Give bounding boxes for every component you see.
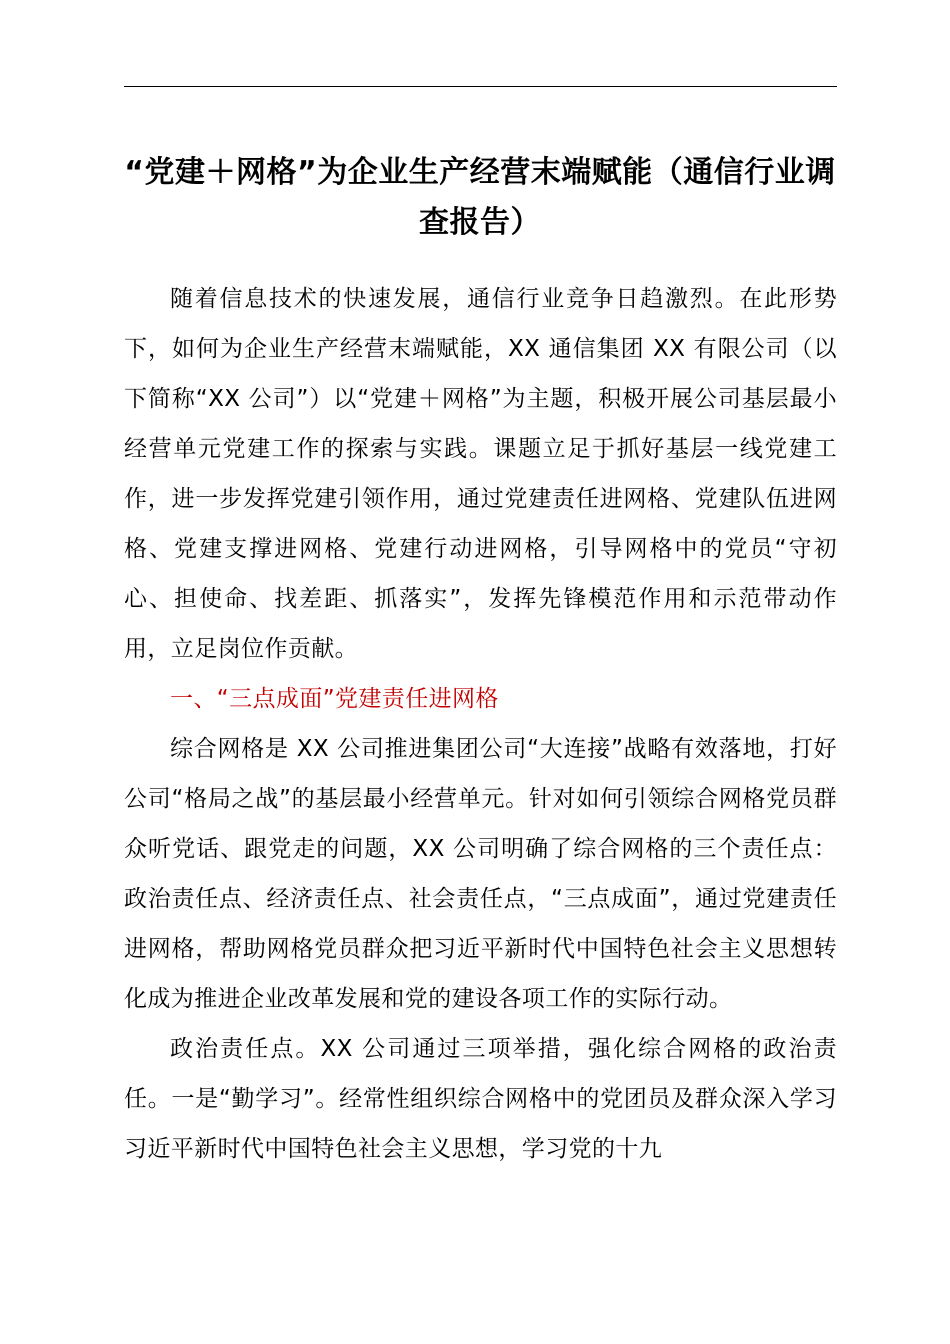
section-heading: 一、“三点成面”党建责任进网格 (170, 686, 499, 712)
document-title: “党建＋网格”为企业生产经营末端赋能（通信行业调查报告） (124, 155, 836, 240)
paragraph-intro: 随着信息技术的快速发展，通信行业竞争日趋激烈。在此形势下，如何为企业生产经营末端赋能，XX 通信集团 XX 有限公司（以下简称“XX 公司”）以“党建＋网格”为主题，积极开展公司基层最小经营单元党建工作的探索与实践。课题立足于抓好基层一线党建工作，进一步发挥党建引领作用，通过党建责任进网格、党建队伍进网格、党建支撑进网格、党建行动进网格，引导网格中的党员“守初心、担使命、找差距、抓落实”，发挥先锋模范作用和示范带动作用，立足岗位作贡献。 (124, 286, 837, 662)
document-body (124, 274, 837, 1174)
header-rule (124, 86, 837, 87)
paragraph-comprehensive-grid: 综合网格是 XX 公司推进集团公司“大连接”战略有效落地，打好公司“格局之战”的基层最小经营单元。针对如何引领综合网格党员群众听党话、跟党走的问题，XX 公司明确了综合网格的三个责任点：政治责任点、经济责任点、社会责任点，“三点成面”，通过党建责任进网格，帮助网格党员群众把习近平新时代中国特色社会主义思想转化成为推进企业改革发展和党的建设各项工作的实际行动。 (124, 736, 837, 1012)
paragraph-political-responsibility: 政治责任点。XX 公司通过三项举措，强化综合网格的政治责任。一是“勤学习”。经常性组织综合网格中的党团员及群众深入学习习近平新时代中国特色社会主义思想，学习党的十九 (124, 1036, 837, 1162)
